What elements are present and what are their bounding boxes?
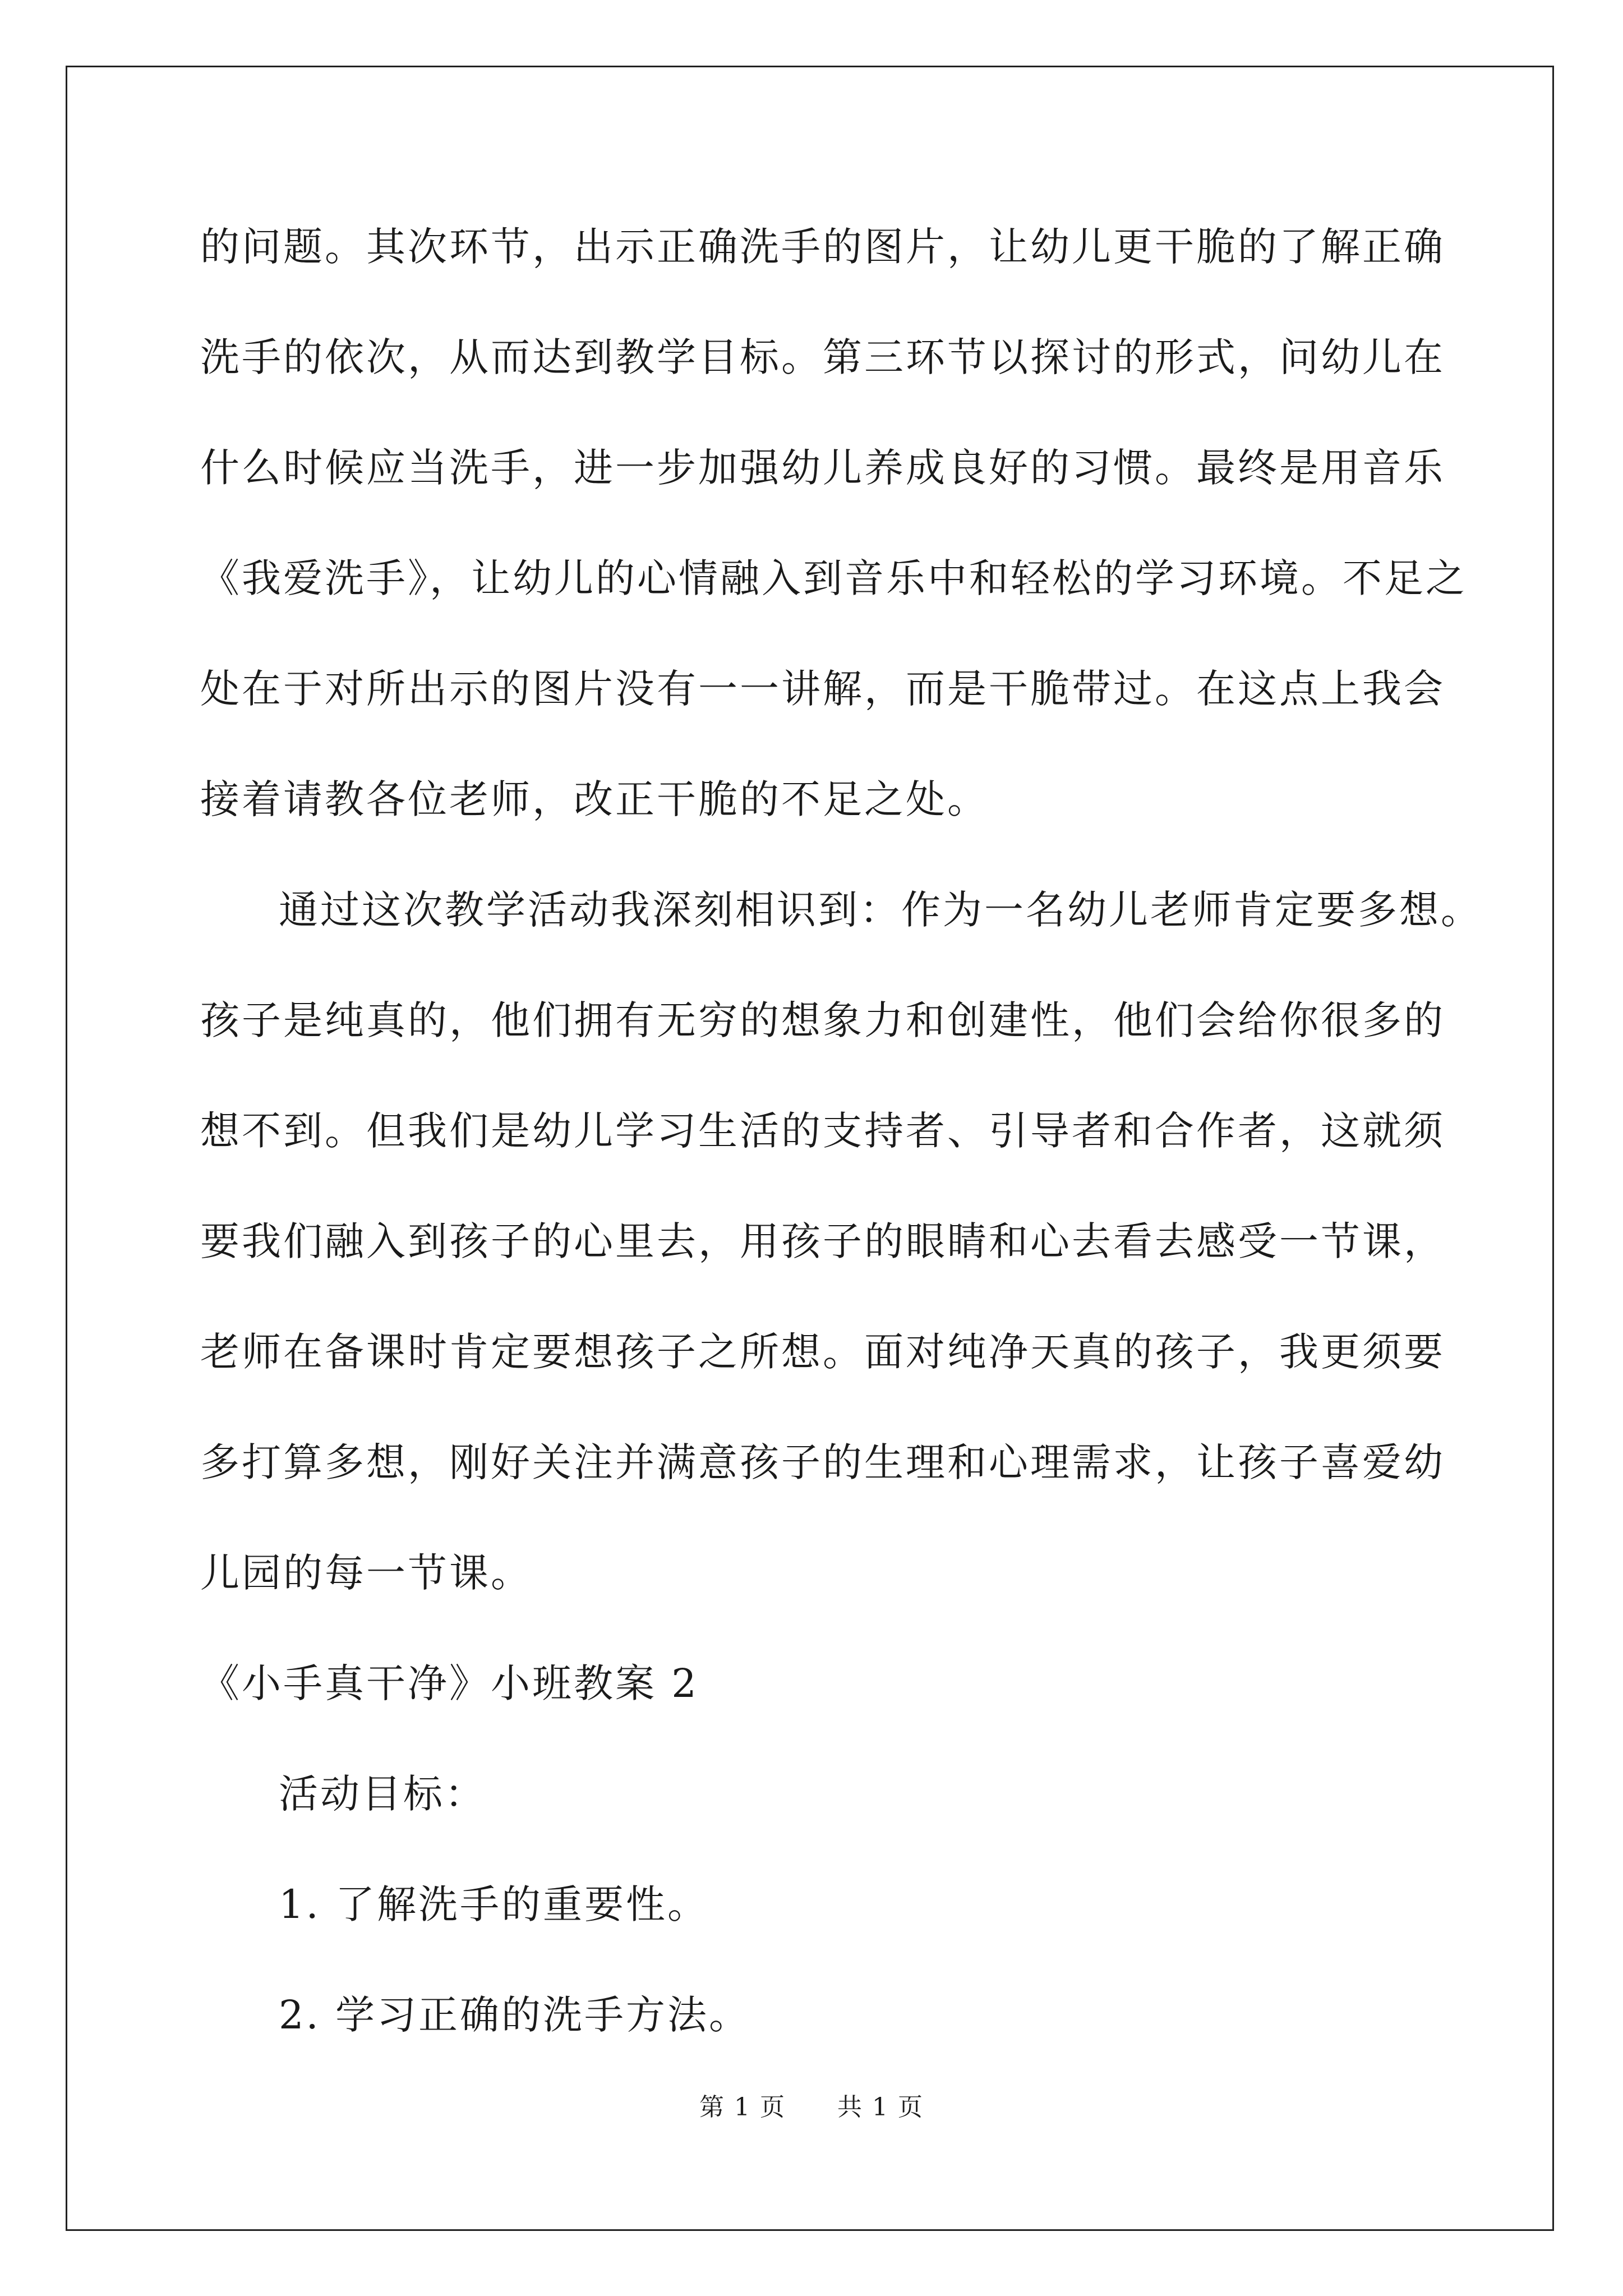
activity-goal-label: 活动目标： (279, 1771, 486, 1817)
section-heading: 《小手真干净》小班教案 2 (200, 1660, 699, 1706)
page-total: 共 1 页 (837, 2093, 924, 2122)
document-body (200, 219, 1482, 2097)
paragraph-line: 处在于对所出示的图片没有一一讲解，而是干脆带过。在这点上我会 (200, 666, 1445, 712)
paragraph-line: 《我爱洗手》，让幼儿的心情融入到音乐中和轻松的学习环境。不足之 (200, 555, 1467, 601)
page-footer (0, 2087, 1623, 2123)
paragraph-line: 儿园的每一节课。 (200, 1550, 532, 1596)
paragraph-line: 要我们融入到孩子的心里去，用孩子的眼睛和心去看去感受一节课， (200, 1218, 1445, 1264)
paragraph-line: 孩子是纯真的，他们拥有无穷的想象力和创建性，他们会给你很多的 (200, 997, 1445, 1043)
paragraph-line: 想不到。但我们是幼儿学习生活的支持者、引导者和合作者，这就须 (200, 1108, 1445, 1154)
paragraph-line: 的问题。其次环节，出示正确洗手的图片，让幼儿更干脆的了解正确 (200, 224, 1445, 270)
paragraph-line: 接着请教各位老师，改正干脆的不足之处。 (200, 776, 989, 822)
paragraph-line: 多打算多想，刚好关注并满意孩子的生理和心理需求，让孩子喜爱幼 (200, 1439, 1445, 1485)
paragraph-line: 洗手的依次，从而达到教学目标。第三环节以探讨的形式，问幼儿在 (200, 334, 1445, 380)
paragraph-line: 通过这次教学活动我深刻相识到：作为一名幼儿老师肯定要多想。 (279, 887, 1482, 933)
page-number: 第 1 页 (699, 2093, 786, 2122)
goal-item: 1. 了解洗手的重要性。 (279, 1881, 709, 1927)
paragraph-line: 什么时候应当洗手，进一步加强幼儿养成良好的习惯。最终是用音乐 (200, 445, 1445, 491)
goal-item: 2. 学习正确的洗手方法。 (279, 1992, 751, 2038)
paragraph-line: 老师在备课时肯定要想孩子之所想。面对纯净天真的孩子，我更须要 (200, 1329, 1445, 1375)
